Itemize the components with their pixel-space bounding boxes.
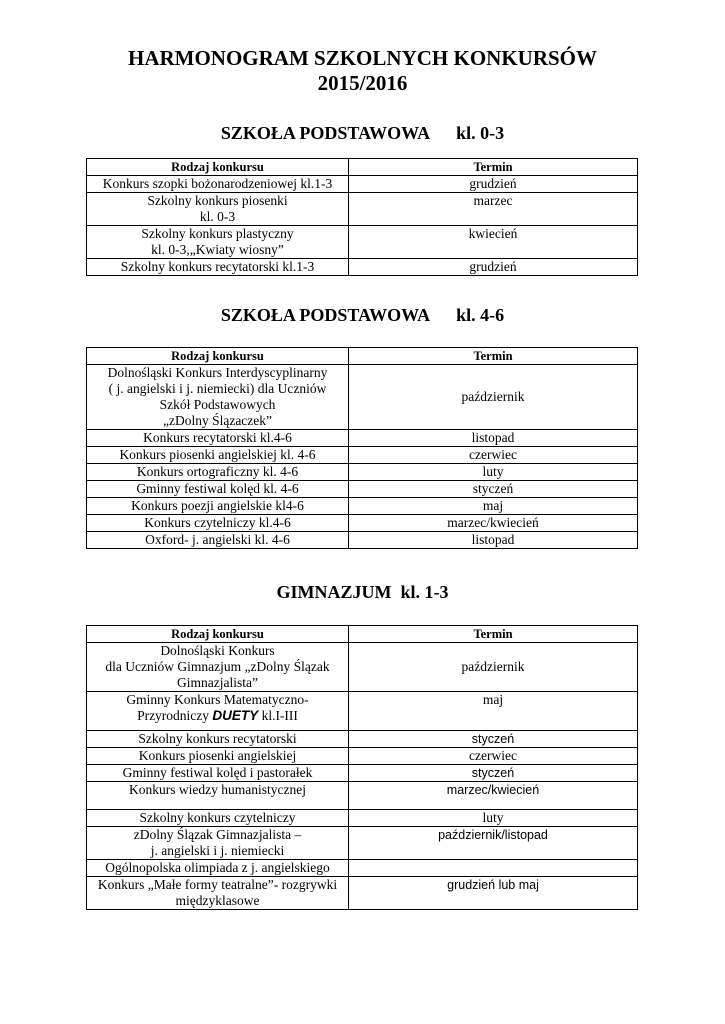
contest-date: maj xyxy=(349,498,638,515)
contest-name: zDolny Ślązak Gimnazjalista – j. angielski i j. niemiecki xyxy=(87,827,349,860)
contest-date: marzec xyxy=(349,193,638,226)
contest-name: Gminny festiwal kolęd kl. 4-6 xyxy=(87,481,349,498)
contest-name: Konkurs „Małe formy teatralne”- rozgrywki międzyklasowe xyxy=(87,877,349,910)
contest-name: Konkurs poezji angielskie kl4-6 xyxy=(87,498,349,515)
table-row xyxy=(87,782,638,810)
column-header-date: Termin xyxy=(349,159,638,176)
table-row xyxy=(87,827,638,860)
contest-date: grudzień lub maj xyxy=(349,877,638,910)
column-header-type: Rodzaj konkursu xyxy=(87,159,349,176)
table-row xyxy=(87,259,638,276)
contest-name: Szkolny konkurs recytatorski kl.1-3 xyxy=(87,259,349,276)
table-row xyxy=(87,515,638,532)
table-gimnazjum xyxy=(86,625,638,910)
table-header-row xyxy=(87,348,638,365)
column-header-date: Termin xyxy=(349,626,638,643)
section-heading-gimnazjum: GIMNAZJUM kl. 1-3 xyxy=(276,582,449,602)
column-header-date: Termin xyxy=(349,348,638,365)
contest-name: Konkurs piosenki angielskiej kl. 4-6 xyxy=(87,447,349,464)
contest-date xyxy=(349,860,638,877)
contest-date: grudzień xyxy=(349,259,638,276)
table-header-row xyxy=(87,159,638,176)
document-title-line2: 2015/2016 xyxy=(317,71,408,95)
table-sp-4-6 xyxy=(86,347,638,549)
section-heading-sp-4-6: SZKOŁA PODSTAWOWA kl. 4-6 xyxy=(220,305,505,325)
contest-date: listopad xyxy=(349,532,638,549)
contest-name: Szkolny konkurs plastyczny kl. 0-3,„Kwiaty wiosny” xyxy=(87,226,349,259)
contest-date: luty xyxy=(349,810,638,827)
table-row xyxy=(87,643,638,692)
table-row xyxy=(87,692,638,731)
table-row xyxy=(87,176,638,193)
contest-date: styczeń xyxy=(349,481,638,498)
contest-date: styczeń xyxy=(349,731,638,748)
contest-name: Konkurs recytatorski kl.4-6 xyxy=(87,430,349,447)
document-title-line1: HARMONOGRAM SZKOLNYCH KONKURSÓW xyxy=(127,46,597,70)
contest-date: czerwiec xyxy=(349,748,638,765)
contest-date: grudzień xyxy=(349,176,638,193)
contest-name: Dolnośląski Konkurs dla Uczniów Gimnazjum „zDolny Ślązak Gimnazjalista” xyxy=(87,643,349,692)
table-row xyxy=(87,193,638,226)
table-row xyxy=(87,498,638,515)
contest-date: czerwiec xyxy=(349,447,638,464)
table-row xyxy=(87,877,638,910)
contest-date: styczeń xyxy=(349,765,638,782)
contest-name: Oxford- j. angielski kl. 4-6 xyxy=(87,532,349,549)
table-row xyxy=(87,226,638,259)
contest-name: Konkurs czytelniczy kl.4-6 xyxy=(87,515,349,532)
table-row xyxy=(87,365,638,430)
contest-name: Konkurs szopki bożonarodzeniowej kl.1-3 xyxy=(87,176,349,193)
contest-date: październik xyxy=(349,365,638,430)
contest-name: Gminny festiwal kolęd i pastorałek xyxy=(87,765,349,782)
section-heading-sp-0-3: SZKOŁA PODSTAWOWA kl. 0-3 xyxy=(220,123,505,143)
duety-label: DUETY xyxy=(212,708,259,723)
contest-name: Dolnośląski Konkurs Interdyscyplinarny ( j. angielski i j. niemiecki) dla Uczniów Szkół Podstawowych „zDolny Ślązaczek” xyxy=(87,365,349,430)
contest-date: marzec/kwiecień xyxy=(349,782,638,810)
table-row xyxy=(87,765,638,782)
contest-name: Ogólnopolska olimpiada z j. angielskiego xyxy=(87,860,349,877)
contest-name: Konkurs wiedzy humanistycznej xyxy=(87,782,349,810)
contest-date: listopad xyxy=(349,430,638,447)
contest-date: kwiecień xyxy=(349,226,638,259)
contest-name: Szkolny konkurs czytelniczy xyxy=(87,810,349,827)
column-header-type: Rodzaj konkursu xyxy=(87,348,349,365)
contest-date: październik/listopad xyxy=(349,827,638,860)
table-row xyxy=(87,748,638,765)
contest-name: Szkolny konkurs piosenki kl. 0-3 xyxy=(87,193,349,226)
table-row xyxy=(87,464,638,481)
column-header-type: Rodzaj konkursu xyxy=(87,626,349,643)
contest-name: Konkurs piosenki angielskiej xyxy=(87,748,349,765)
table-sp-0-3 xyxy=(86,158,638,276)
contest-date: luty xyxy=(349,464,638,481)
table-row xyxy=(87,481,638,498)
table-row xyxy=(87,860,638,877)
table-row xyxy=(87,447,638,464)
contest-date: marzec/kwiecień xyxy=(349,515,638,532)
contest-name: Gminny Konkurs Matematyczno- Przyrodniczy DUETY kl.I-III xyxy=(87,692,349,731)
table-row xyxy=(87,731,638,748)
contest-date: maj xyxy=(349,692,638,731)
table-row xyxy=(87,532,638,549)
table-header-row xyxy=(87,626,638,643)
table-row xyxy=(87,430,638,447)
contest-date: październik xyxy=(349,643,638,692)
table-row xyxy=(87,810,638,827)
contest-name: Szkolny konkurs recytatorski xyxy=(87,731,349,748)
contest-name: Konkurs ortograficzny kl. 4-6 xyxy=(87,464,349,481)
